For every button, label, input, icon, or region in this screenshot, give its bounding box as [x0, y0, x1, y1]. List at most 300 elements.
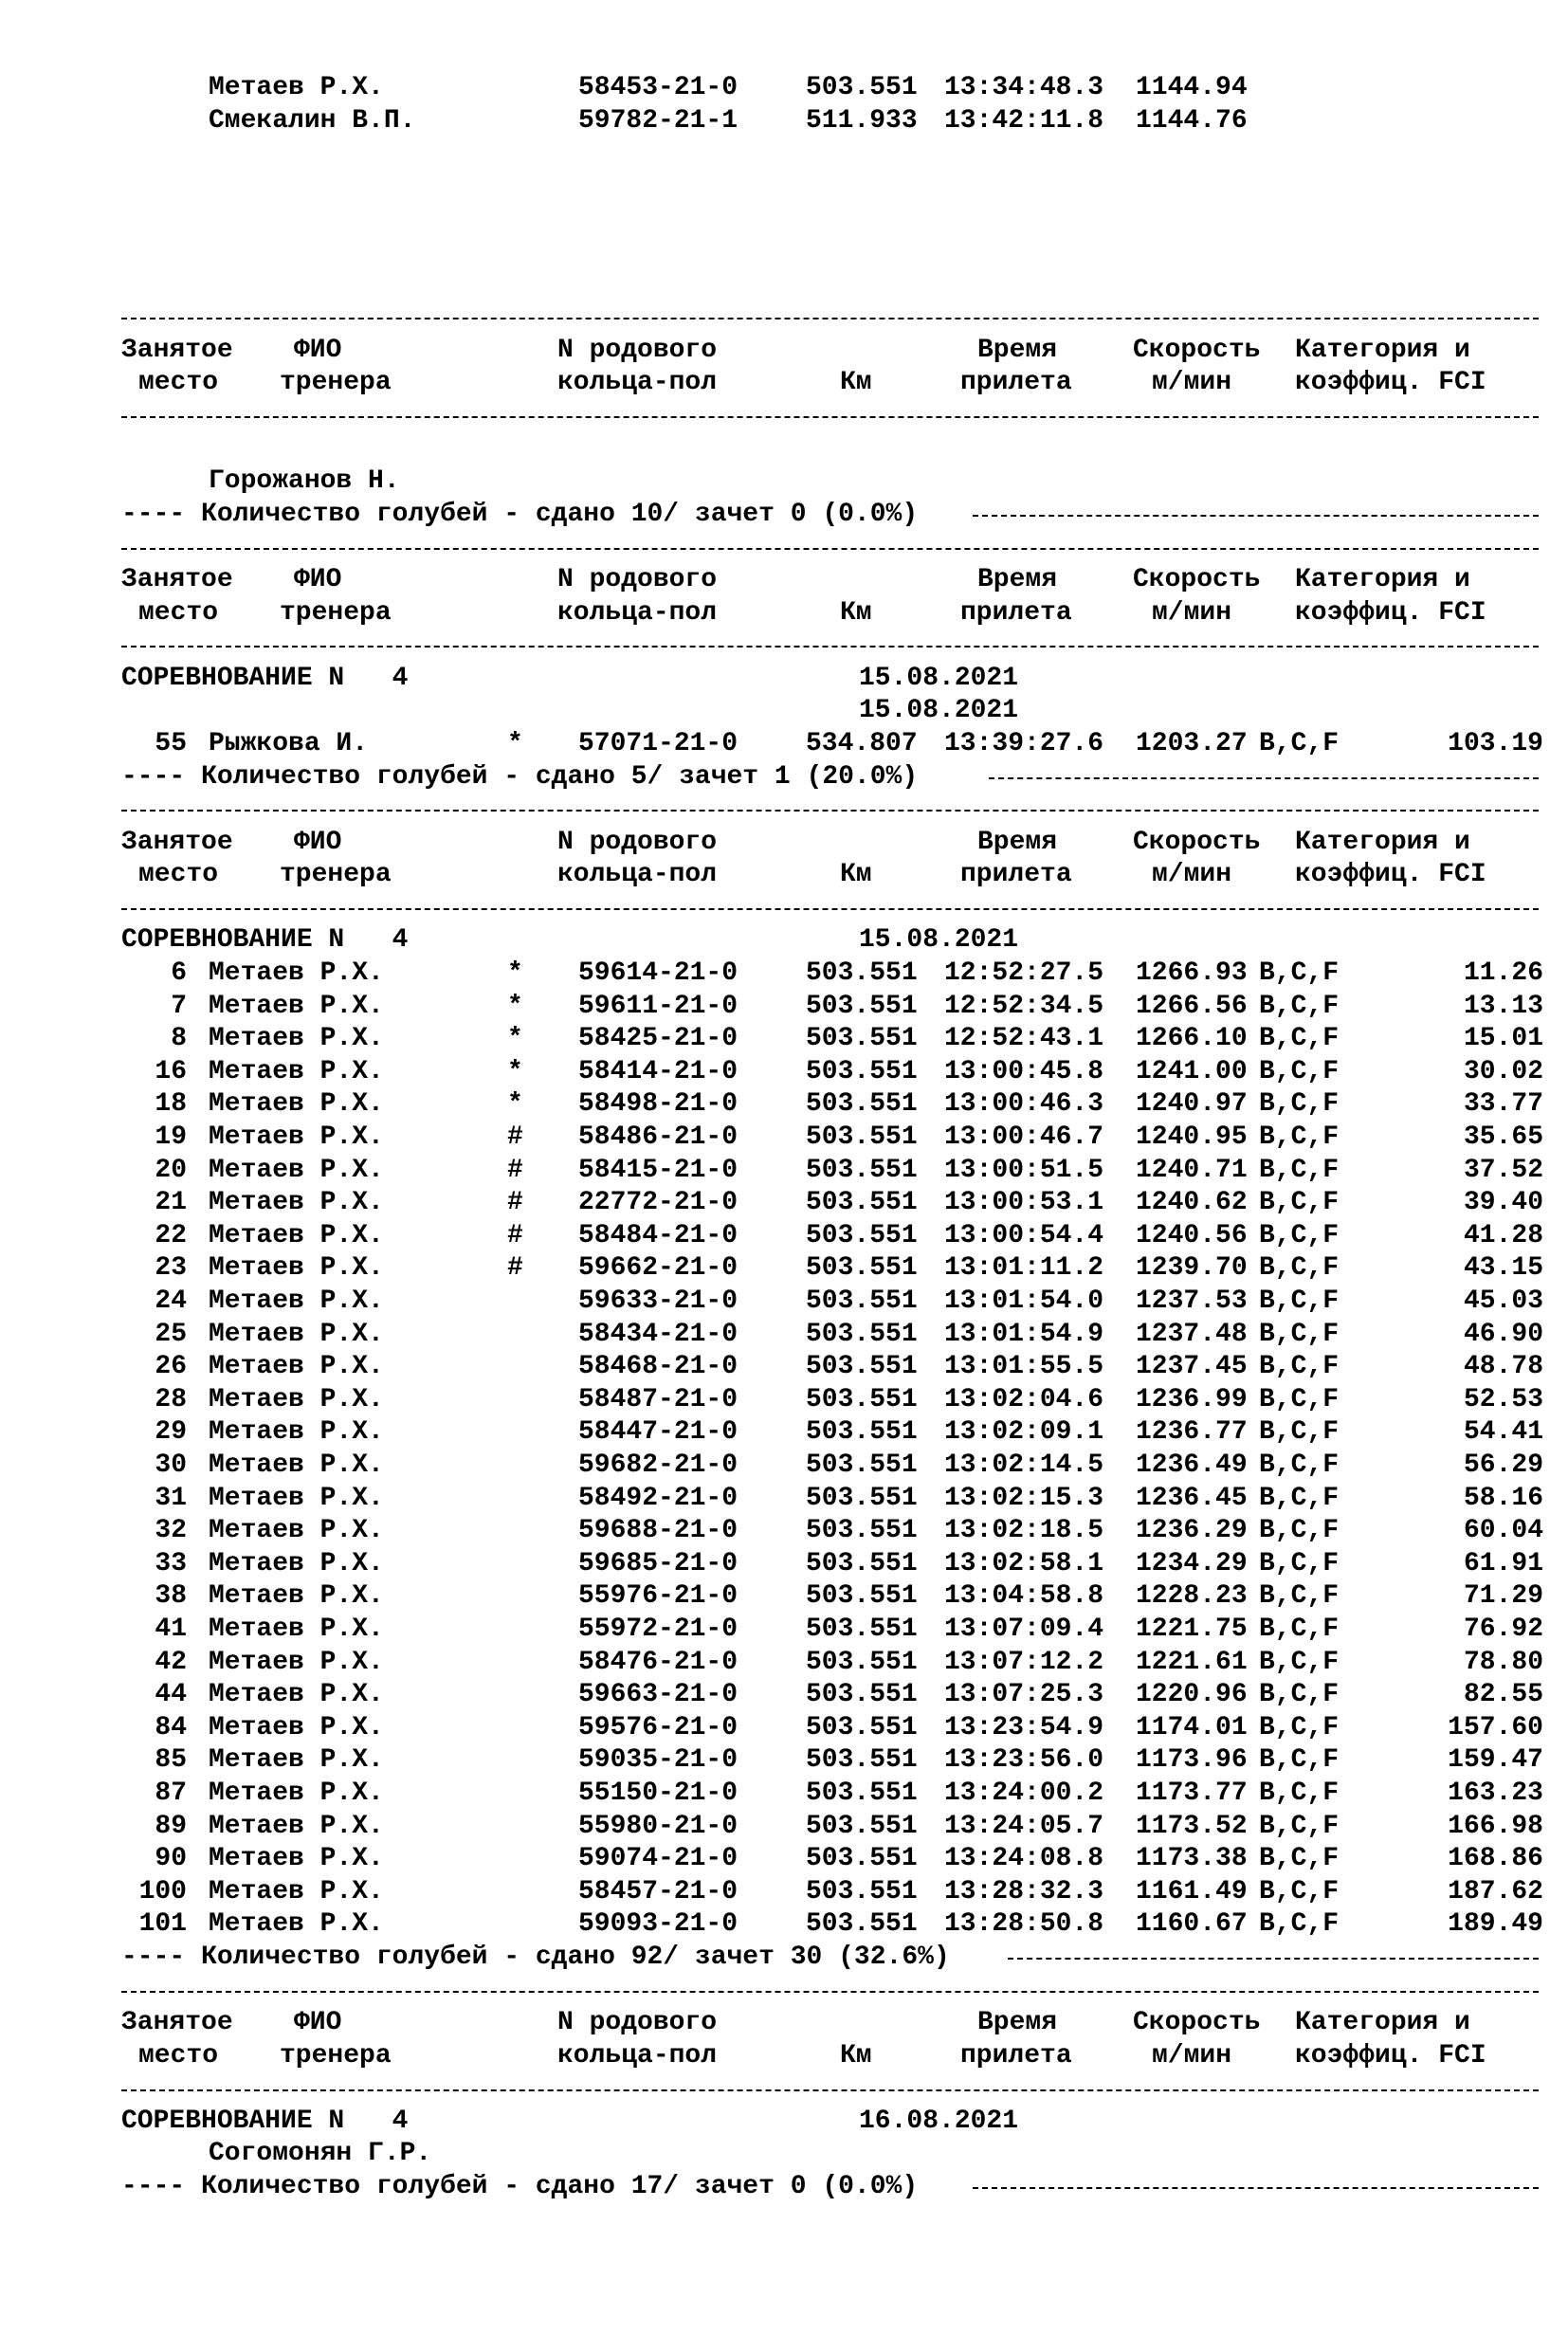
arrival-time: 13:02:09.1	[944, 1417, 1104, 1448]
header-speed-2: м/мин	[1152, 368, 1232, 398]
category: B,C,F	[1259, 1516, 1340, 1546]
distance-km: 503.551	[806, 1614, 918, 1644]
category: B,C,F	[1259, 1483, 1340, 1513]
speed: 1144.76	[1136, 105, 1248, 136]
category: B,C,F	[1259, 1220, 1340, 1250]
trainer-name: Метаев Р.Х.	[209, 991, 384, 1021]
header-fio: ФИО	[294, 827, 342, 857]
table-row	[121, 1319, 1543, 1352]
table-row	[121, 1088, 1543, 1122]
distance-km: 503.551	[806, 1253, 918, 1284]
distance-km: 503.551	[806, 1352, 918, 1382]
header-fio-2: тренера	[280, 597, 392, 628]
ring-number: 58487-21-0	[578, 1384, 738, 1414]
column-header-line-2	[121, 367, 1543, 400]
speed: 1236.77	[1136, 1417, 1248, 1448]
distance-km: 503.551	[806, 1024, 918, 1054]
fci-coefficient: 166.98	[1448, 1811, 1543, 1841]
fci-coefficient: 13.13	[1463, 991, 1543, 1021]
distance-km: 503.551	[806, 1483, 918, 1513]
arrival-time: 13:02:18.5	[944, 1516, 1104, 1546]
header-ring-2: кольца-пол	[557, 860, 718, 890]
trainer-name: Метаев Р.Х.	[209, 1220, 384, 1250]
speed: 1161.49	[1136, 1876, 1248, 1906]
pigeon-count: ---- Количество голубей - сдано 92/ зачет 30 (32.6%)	[121, 1942, 950, 1972]
header-fio-2: тренера	[280, 368, 392, 398]
trainer-name: Метаев Р.Х.	[209, 1188, 384, 1218]
ring-number: 55980-21-0	[578, 1811, 738, 1841]
header-fio: ФИО	[294, 564, 342, 594]
arrival-time: 13:02:58.1	[944, 1548, 1104, 1578]
trainer-name: Метаев Р.Х.	[209, 1089, 384, 1120]
speed: 1220.96	[1136, 1680, 1248, 1710]
competition-title: СОРЕВНОВАНИЕ N 4	[121, 2106, 409, 2136]
trainer-name: Метаев Р.Х.	[209, 1516, 384, 1546]
trainer-line	[121, 465, 1543, 499]
trainer-name: Согомонян Г.Р.	[209, 2139, 432, 2169]
arrival-time: 13:01:54.0	[944, 1286, 1104, 1316]
header-ring-2: кольца-пол	[557, 2040, 718, 2070]
column-header-line-1	[121, 335, 1543, 368]
distance-km: 503.551	[806, 1417, 918, 1448]
column-header-line-1	[121, 827, 1543, 860]
fci-coefficient: 168.86	[1448, 1844, 1543, 1874]
distance-km: 503.551	[806, 1712, 918, 1742]
speed: 1174.01	[1136, 1712, 1248, 1742]
mark-symbol: *	[507, 1056, 523, 1086]
fci-coefficient: 41.28	[1463, 1220, 1543, 1250]
category: B,C,F	[1259, 1417, 1340, 1448]
header-category-2: коэффиц. FCI	[1295, 597, 1486, 628]
divider	[121, 400, 1543, 433]
category: B,C,F	[1259, 991, 1340, 1021]
top-row	[121, 105, 1543, 138]
place-number: 89	[155, 1811, 187, 1841]
fci-coefficient: 39.40	[1463, 1188, 1543, 1218]
trainer-name: Метаев Р.Х.	[209, 1450, 384, 1480]
ring-number: 59576-21-0	[578, 1712, 738, 1742]
header-category-2: коэффиц. FCI	[1295, 368, 1486, 398]
header-place: Занятое	[121, 827, 233, 857]
category: B,C,F	[1259, 1844, 1340, 1874]
arrival-time: 13:24:00.2	[944, 1778, 1104, 1808]
top-row	[121, 72, 1543, 105]
distance-km: 503.551	[806, 1220, 918, 1250]
table-row	[121, 1876, 1543, 1909]
header-speed-2: м/мин	[1152, 597, 1232, 628]
arrival-time: 13:24:05.7	[944, 1811, 1104, 1841]
arrival-time: 13:28:50.8	[944, 1909, 1104, 1940]
ring-number: 59633-21-0	[578, 1286, 738, 1316]
header-speed: Скорость	[1133, 335, 1261, 365]
ring-number: 58486-21-0	[578, 1122, 738, 1153]
ring-number: 59663-21-0	[578, 1680, 738, 1710]
header-speed-2: м/мин	[1152, 860, 1232, 890]
category: B,C,F	[1259, 728, 1340, 758]
fci-coefficient: 35.65	[1463, 1122, 1543, 1153]
divider	[121, 794, 1543, 827]
mark-symbol: *	[507, 958, 523, 989]
arrival-time: 13:23:56.0	[944, 1745, 1104, 1776]
trainer-name: Рыжкова И.	[209, 728, 369, 758]
header-speed: Скорость	[1133, 2008, 1261, 2038]
trainer-name: Метаев Р.Х.	[209, 1024, 384, 1054]
competition-date: 15.08.2021	[859, 663, 1019, 693]
category: B,C,F	[1259, 1712, 1340, 1742]
speed: 1241.00	[1136, 1056, 1248, 1086]
speed: 1237.53	[1136, 1286, 1248, 1316]
distance-km: 503.551	[806, 1089, 918, 1120]
place-number: 85	[155, 1745, 187, 1776]
trainer-name: Метаев Р.Х.	[209, 1909, 384, 1940]
place-number: 90	[155, 1844, 187, 1874]
table-row	[121, 1252, 1543, 1286]
fci-coefficient: 45.03	[1463, 1286, 1543, 1316]
ring-number: 59035-21-0	[578, 1745, 738, 1776]
fci-coefficient: 54.41	[1463, 1417, 1543, 1448]
speed: 1234.29	[1136, 1548, 1248, 1578]
ring-number: 58447-21-0	[578, 1417, 738, 1448]
divider	[121, 2072, 1543, 2106]
ring-number: 58453-21-0	[578, 73, 738, 102]
arrival-time: 13:01:11.2	[944, 1253, 1104, 1284]
arrival-time: 13:24:08.8	[944, 1844, 1104, 1874]
mark-symbol: #	[507, 1122, 523, 1153]
category: B,C,F	[1259, 1548, 1340, 1578]
fci-coefficient: 61.91	[1463, 1548, 1543, 1578]
trainer-name: Метаев Р.Х.	[209, 1548, 384, 1578]
place-number: 25	[155, 1319, 187, 1349]
ring-number: 58414-21-0	[578, 1056, 738, 1086]
arrival-time: 13:23:54.9	[944, 1712, 1104, 1742]
ring-number: 58415-21-0	[578, 1155, 738, 1185]
distance-km: 503.551	[806, 1516, 918, 1546]
fci-coefficient: 60.04	[1463, 1516, 1543, 1546]
category: B,C,F	[1259, 1024, 1340, 1054]
header-fio-2: тренера	[280, 860, 392, 890]
fci-coefficient: 30.02	[1463, 1056, 1543, 1086]
place-number: 44	[155, 1680, 187, 1710]
header-ring: N родового	[557, 827, 718, 857]
table-row	[121, 1679, 1543, 1712]
distance-km: 503.551	[806, 991, 918, 1021]
category: B,C,F	[1259, 1450, 1340, 1480]
column-header-line-2	[121, 2040, 1543, 2073]
table-row	[121, 1580, 1543, 1614]
header-time: Время	[977, 564, 1058, 594]
distance-km: 534.807	[806, 728, 918, 758]
speed: 1173.77	[1136, 1778, 1248, 1808]
ring-number: 59614-21-0	[578, 958, 738, 989]
header-place: Занятое	[121, 564, 233, 594]
table-row	[121, 1483, 1543, 1516]
arrival-time: 13:00:46.3	[944, 1089, 1104, 1120]
column-header-line-2	[121, 859, 1543, 892]
distance-km: 503.551	[806, 1811, 918, 1841]
place-number: 26	[155, 1352, 187, 1382]
speed: 1221.61	[1136, 1647, 1248, 1677]
results-table	[121, 958, 1543, 1942]
category: B,C,F	[1259, 1811, 1340, 1841]
fci-coefficient: 56.29	[1463, 1450, 1543, 1480]
arrival-time: 13:07:25.3	[944, 1680, 1104, 1710]
mark-symbol: #	[507, 1155, 523, 1185]
table-row	[121, 1384, 1543, 1417]
mark-symbol: #	[507, 1253, 523, 1284]
ring-number: 59682-21-0	[578, 1450, 738, 1480]
distance-km: 503.551	[806, 1909, 918, 1940]
speed: 1240.95	[1136, 1122, 1248, 1153]
count-line	[121, 499, 1543, 532]
ring-number: 59685-21-0	[578, 1548, 738, 1578]
trainer-name: Метаев Р.Х.	[209, 73, 384, 102]
table-row	[121, 1712, 1543, 1745]
trainer-name: Смекалин В.П.	[209, 105, 416, 136]
distance-km: 503.551	[806, 1056, 918, 1086]
header-ring: N родового	[557, 335, 718, 365]
header-category-2: коэффиц. FCI	[1295, 2040, 1486, 2070]
place-number: 32	[155, 1516, 187, 1546]
header-category-2: коэффиц. FCI	[1295, 860, 1486, 890]
place-number: 22	[155, 1220, 187, 1250]
ring-number: 55150-21-0	[578, 1778, 738, 1808]
fci-coefficient: 58.16	[1463, 1483, 1543, 1513]
category: B,C,F	[1259, 1286, 1340, 1316]
speed: 1237.48	[1136, 1319, 1248, 1349]
speed: 1239.70	[1136, 1253, 1248, 1284]
header-time: Время	[977, 2008, 1058, 2038]
fci-coefficient: 43.15	[1463, 1253, 1543, 1284]
arrival-time: 13:42:11.8	[944, 105, 1104, 136]
header-time: Время	[977, 827, 1058, 857]
trainer-name: Горожанов Н.	[209, 466, 400, 497]
distance-km: 503.551	[806, 1319, 918, 1349]
count-line	[121, 1942, 1543, 1975]
header-time-2: прилета	[960, 597, 1072, 628]
category: B,C,F	[1259, 1089, 1340, 1120]
pigeon-count: ---- Количество голубей - сдано 10/ зачет 0 (0.0%)	[121, 499, 919, 529]
table-row	[121, 1778, 1543, 1811]
category: B,C,F	[1259, 1614, 1340, 1644]
trainer-name: Метаев Р.Х.	[209, 1122, 384, 1153]
distance-km: 503.551	[806, 1286, 918, 1316]
count-line	[121, 2171, 1543, 2204]
pigeon-count: ---- Количество голубей - сдано 17/ зачет 0 (0.0%)	[121, 2172, 919, 2202]
header-category: Категория и	[1295, 564, 1470, 594]
ring-number: 58434-21-0	[578, 1319, 738, 1349]
arrival-time: 13:02:14.5	[944, 1450, 1104, 1480]
speed: 1236.49	[1136, 1450, 1248, 1480]
ring-number: 59782-21-1	[578, 105, 738, 136]
table-row	[121, 1744, 1543, 1778]
header-category: Категория и	[1295, 2008, 1470, 2038]
arrival-time: 13:07:12.2	[944, 1647, 1104, 1677]
speed: 1240.71	[1136, 1155, 1248, 1185]
trainer-name: Метаев Р.Х.	[209, 1056, 384, 1086]
trainer-name: Метаев Р.Х.	[209, 1352, 384, 1382]
header-time-2: прилета	[960, 860, 1072, 890]
trainer-name: Метаев Р.Х.	[209, 1319, 384, 1349]
competition-line	[121, 663, 1543, 696]
place-number: 18	[155, 1089, 187, 1120]
table-row	[121, 1515, 1543, 1548]
fci-coefficient: 163.23	[1448, 1778, 1543, 1808]
fci-coefficient: 78.80	[1463, 1647, 1543, 1677]
header-ring: N родового	[557, 2008, 718, 2038]
header-time-2: прилета	[960, 2040, 1072, 2070]
ring-number: 55976-21-0	[578, 1581, 738, 1612]
category: B,C,F	[1259, 1647, 1340, 1677]
distance-km: 503.551	[806, 1450, 918, 1480]
distance-km: 503.551	[806, 1122, 918, 1153]
ring-number: 22772-21-0	[578, 1188, 738, 1218]
header-category: Категория и	[1295, 827, 1470, 857]
category: B,C,F	[1259, 1581, 1340, 1612]
distance-km: 503.551	[806, 1745, 918, 1776]
header-time-2: прилета	[960, 368, 1072, 398]
column-header-line-2	[121, 597, 1543, 630]
column-header-line-1	[121, 2007, 1543, 2040]
trainer-name: Метаев Р.Х.	[209, 1680, 384, 1710]
table-row	[121, 1908, 1543, 1942]
place-number: 24	[155, 1286, 187, 1316]
category: B,C,F	[1259, 1122, 1340, 1153]
speed: 1240.62	[1136, 1188, 1248, 1218]
column-header-line-1	[121, 564, 1543, 597]
mark-symbol: *	[507, 1089, 523, 1120]
ring-number: 59662-21-0	[578, 1253, 738, 1284]
trainer-name: Метаев Р.Х.	[209, 1384, 384, 1414]
fci-coefficient: 159.47	[1448, 1745, 1543, 1776]
table-row	[121, 1220, 1543, 1253]
table-row	[121, 1450, 1543, 1483]
distance-km: 503.551	[806, 1548, 918, 1578]
divider	[121, 892, 1543, 925]
arrival-time: 13:00:54.4	[944, 1220, 1104, 1250]
table-row	[121, 1286, 1543, 1319]
divider	[121, 1974, 1543, 2007]
header-ring: N родового	[557, 564, 718, 594]
arrival-time: 13:02:04.6	[944, 1384, 1104, 1414]
distance-km: 503.551	[806, 1876, 918, 1906]
table-row	[121, 958, 1543, 991]
arrival-time: 13:00:45.8	[944, 1056, 1104, 1086]
pigeon-count: ---- Количество голубей - сдано 5/ зачет 1 (20.0%)	[121, 761, 919, 792]
distance-km: 503.551	[806, 73, 918, 102]
category: B,C,F	[1259, 1909, 1340, 1940]
fci-coefficient: 103.19	[1448, 728, 1543, 758]
header-place-2: место	[138, 368, 219, 398]
distance-km: 503.551	[806, 1680, 918, 1710]
place-number: 6	[171, 958, 187, 989]
category: B,C,F	[1259, 1352, 1340, 1382]
ring-number: 55972-21-0	[578, 1614, 738, 1644]
place-number: 19	[155, 1122, 187, 1153]
place-number: 21	[155, 1188, 187, 1218]
fci-coefficient: 52.53	[1463, 1384, 1543, 1414]
table-row	[121, 1155, 1543, 1188]
fci-coefficient: 187.62	[1448, 1876, 1543, 1906]
ring-number: 58484-21-0	[578, 1220, 738, 1250]
speed: 1144.94	[1136, 73, 1248, 102]
ring-number: 58425-21-0	[578, 1024, 738, 1054]
place-number: 30	[155, 1450, 187, 1480]
distance-km: 503.551	[806, 1647, 918, 1677]
category: B,C,F	[1259, 1745, 1340, 1776]
trainer-name: Метаев Р.Х.	[209, 1581, 384, 1612]
speed: 1203.27	[1136, 728, 1248, 758]
place-number: 87	[155, 1778, 187, 1808]
header-km: Км	[840, 860, 872, 890]
header-ring-2: кольца-пол	[557, 368, 718, 398]
competition-title: СОРЕВНОВАНИЕ N 4	[121, 925, 409, 956]
table-row	[121, 1614, 1543, 1647]
header-time: Время	[977, 335, 1058, 365]
place-number: 84	[155, 1712, 187, 1742]
trainer-name: Метаев Р.Х.	[209, 1483, 384, 1513]
mark-symbol: *	[507, 991, 523, 1021]
distance-km: 503.551	[806, 1778, 918, 1808]
divider	[121, 301, 1543, 335]
speed: 1236.99	[1136, 1384, 1248, 1414]
fci-coefficient: 15.01	[1463, 1024, 1543, 1054]
competition-date: 16.08.2021	[859, 2106, 1019, 2136]
header-km: Км	[840, 2040, 872, 2070]
trainer-name: Метаев Р.Х.	[209, 1286, 384, 1316]
speed: 1240.56	[1136, 1220, 1248, 1250]
competition-line	[121, 924, 1543, 958]
speed: 1221.75	[1136, 1614, 1248, 1644]
place-number: 23	[155, 1253, 187, 1284]
arrival-time: 13:34:48.3	[944, 73, 1104, 102]
table-row	[121, 1811, 1543, 1844]
arrival-time: 13:28:32.3	[944, 1876, 1104, 1906]
category: B,C,F	[1259, 1876, 1340, 1906]
category: B,C,F	[1259, 1155, 1340, 1185]
table-row	[121, 1843, 1543, 1876]
distance-km: 511.933	[806, 105, 918, 136]
table-row	[121, 1548, 1543, 1581]
trainer-name: Метаев Р.Х.	[209, 1155, 384, 1185]
place-number: 28	[155, 1384, 187, 1414]
category: B,C,F	[1259, 1253, 1340, 1284]
ring-number: 57071-21-0	[578, 728, 738, 758]
place-number: 7	[171, 991, 187, 1021]
fci-coefficient: 11.26	[1463, 958, 1543, 989]
trainer-name: Метаев Р.Х.	[209, 1745, 384, 1776]
fci-coefficient: 189.49	[1448, 1909, 1543, 1940]
distance-km: 503.551	[806, 1581, 918, 1612]
trainer-name: Метаев Р.Х.	[209, 1417, 384, 1448]
arrival-time: 12:52:34.5	[944, 991, 1104, 1021]
date-line	[121, 695, 1543, 728]
place-number: 29	[155, 1417, 187, 1448]
divider	[121, 629, 1543, 663]
category: B,C,F	[1259, 1384, 1340, 1414]
table-row	[121, 728, 1543, 761]
ring-number: 58468-21-0	[578, 1352, 738, 1382]
arrival-time: 13:39:27.6	[944, 728, 1104, 758]
mark-symbol: #	[507, 1188, 523, 1218]
place-number: 16	[155, 1056, 187, 1086]
distance-km: 503.551	[806, 1384, 918, 1414]
trainer-name: Метаев Р.Х.	[209, 958, 384, 989]
header-km: Км	[840, 597, 872, 628]
header-fio: ФИО	[294, 335, 342, 365]
ring-number: 59611-21-0	[578, 991, 738, 1021]
header-fio: ФИО	[294, 2008, 342, 2038]
fci-coefficient: 33.77	[1463, 1089, 1543, 1120]
